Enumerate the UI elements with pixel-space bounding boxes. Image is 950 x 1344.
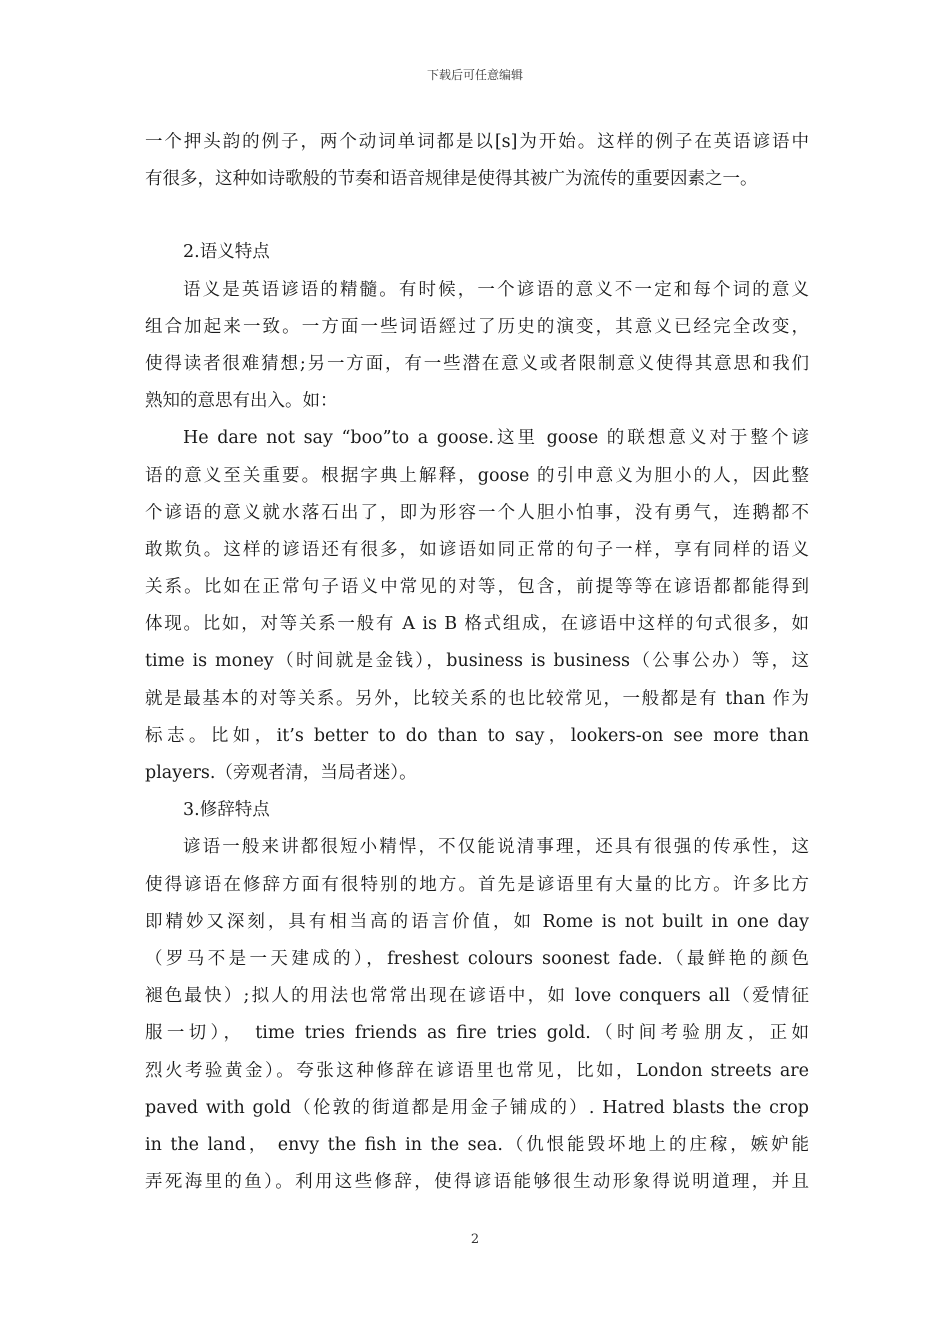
paragraph-semantics-intro: [145, 272, 809, 421]
text-line: （罗马不是一天建成的），freshest colours soonest fade.（最鲜艳的颜色: [145, 948, 809, 969]
paragraph-gap: [145, 198, 809, 234]
text-line: 个谚语的意义就水落石出了，即为形容一个人胆小怕事，没有勇气，连鹅都不: [145, 502, 809, 523]
text-line: 弄死海里的鱼）。利用这些修辞，使得谚语能够很生动形象得说明道理，并且: [145, 1172, 809, 1193]
text-line: 就是最基本的对等关系。另外，比较关系的也比较常见，一般都是有 than 作为: [145, 688, 809, 709]
text-line: 关系。比如在正常句子语义中常见的对等，包含，前提等等在谚语都都能得到: [145, 577, 809, 598]
text-line: 敢欺负。这样的谚语还有很多，如谚语如同正常的句子一样，享有同样的语义: [145, 539, 809, 560]
text-line: 一个押头韵的例子，两个动词单词都是以[s]为开始。这样的例子在英语谚语中: [145, 132, 809, 152]
text-line: He dare not say “boo”to a goose.这里 goose 的联想意义对于整个谚: [183, 428, 809, 449]
text-line: 有很多，这种如诗歌般的节奏和语音规律是使得其被广为流传的重要因素之一。: [145, 169, 758, 190]
text-line: 服一切）， time tries friends as fire tries gold.（时间考验朋友，正如: [145, 1023, 809, 1044]
text-line: 语的意义至关重要。根据字典上解释，goose 的引申意义为胆小的人，因此整: [145, 465, 809, 486]
text-line: 标志。比如，it’s better to do than to say，lookers-on see more than: [145, 725, 809, 746]
text-line: 语义是英语谚语的精髓。有时候，一个谚语的意义不一定和每个词的意义: [183, 279, 809, 300]
text-line: 褪色最快）;拟人的用法也常常出现在谚语中，如 love conquers all（爱情征: [145, 986, 809, 1007]
text-line: 体现。比如，对等关系一般有 A is B 格式组成，在谚语中这样的句式很多，如: [145, 614, 809, 635]
text-line: paved with gold（伦敦的街道都是用金子铺成的）. Hatred blasts the crop: [145, 1097, 809, 1118]
text-line: 使得谚语在修辞方面有很特别的地方。首先是谚语里有大量的比方。许多比方: [145, 874, 809, 895]
text-line: 即精妙又深刻，具有相当高的语言价值，如 Rome is not built in one day: [145, 911, 809, 932]
paragraph-rhetoric: [145, 829, 809, 1201]
text-line: time is money（时间就是金钱），business is business（公事公办）等，这: [145, 651, 809, 672]
text-line: players.（旁观者清，当局者迷）。: [145, 763, 417, 783]
text-line: 使得读者很难猜想;另一方面，有一些潜在意义或者限制意义使得其意思和我们: [145, 353, 809, 374]
text-line: 熟知的意思有出入。如：: [145, 391, 338, 412]
section-heading-semantics: 2.语义特点: [183, 242, 270, 263]
paragraph-continuation: [145, 124, 809, 198]
text-line: 组合加起来一致。一方面一些词语經过了历史的演变，其意义已经完全改变，: [145, 316, 809, 337]
paragraph-semantics-example: [145, 420, 809, 792]
page-number: 2: [470, 1232, 480, 1247]
page-header: 下载后可任意编辑: [426, 68, 523, 82]
text-line: 烈火考验黄金）。夸张这种修辞在谚语里也常见，比如，London streets are: [145, 1060, 809, 1081]
section-heading-rhetoric: 3.修辞特点: [183, 800, 270, 821]
text-line: in the land， envy the fish in the sea.（仇恨能毁坏地上的庄稼，嫉妒能: [145, 1134, 809, 1155]
document-body: [145, 124, 809, 1201]
text-line: 谚语一般来讲都很短小精悍，不仅能说清事理，还具有很强的传承性，这: [183, 837, 809, 858]
